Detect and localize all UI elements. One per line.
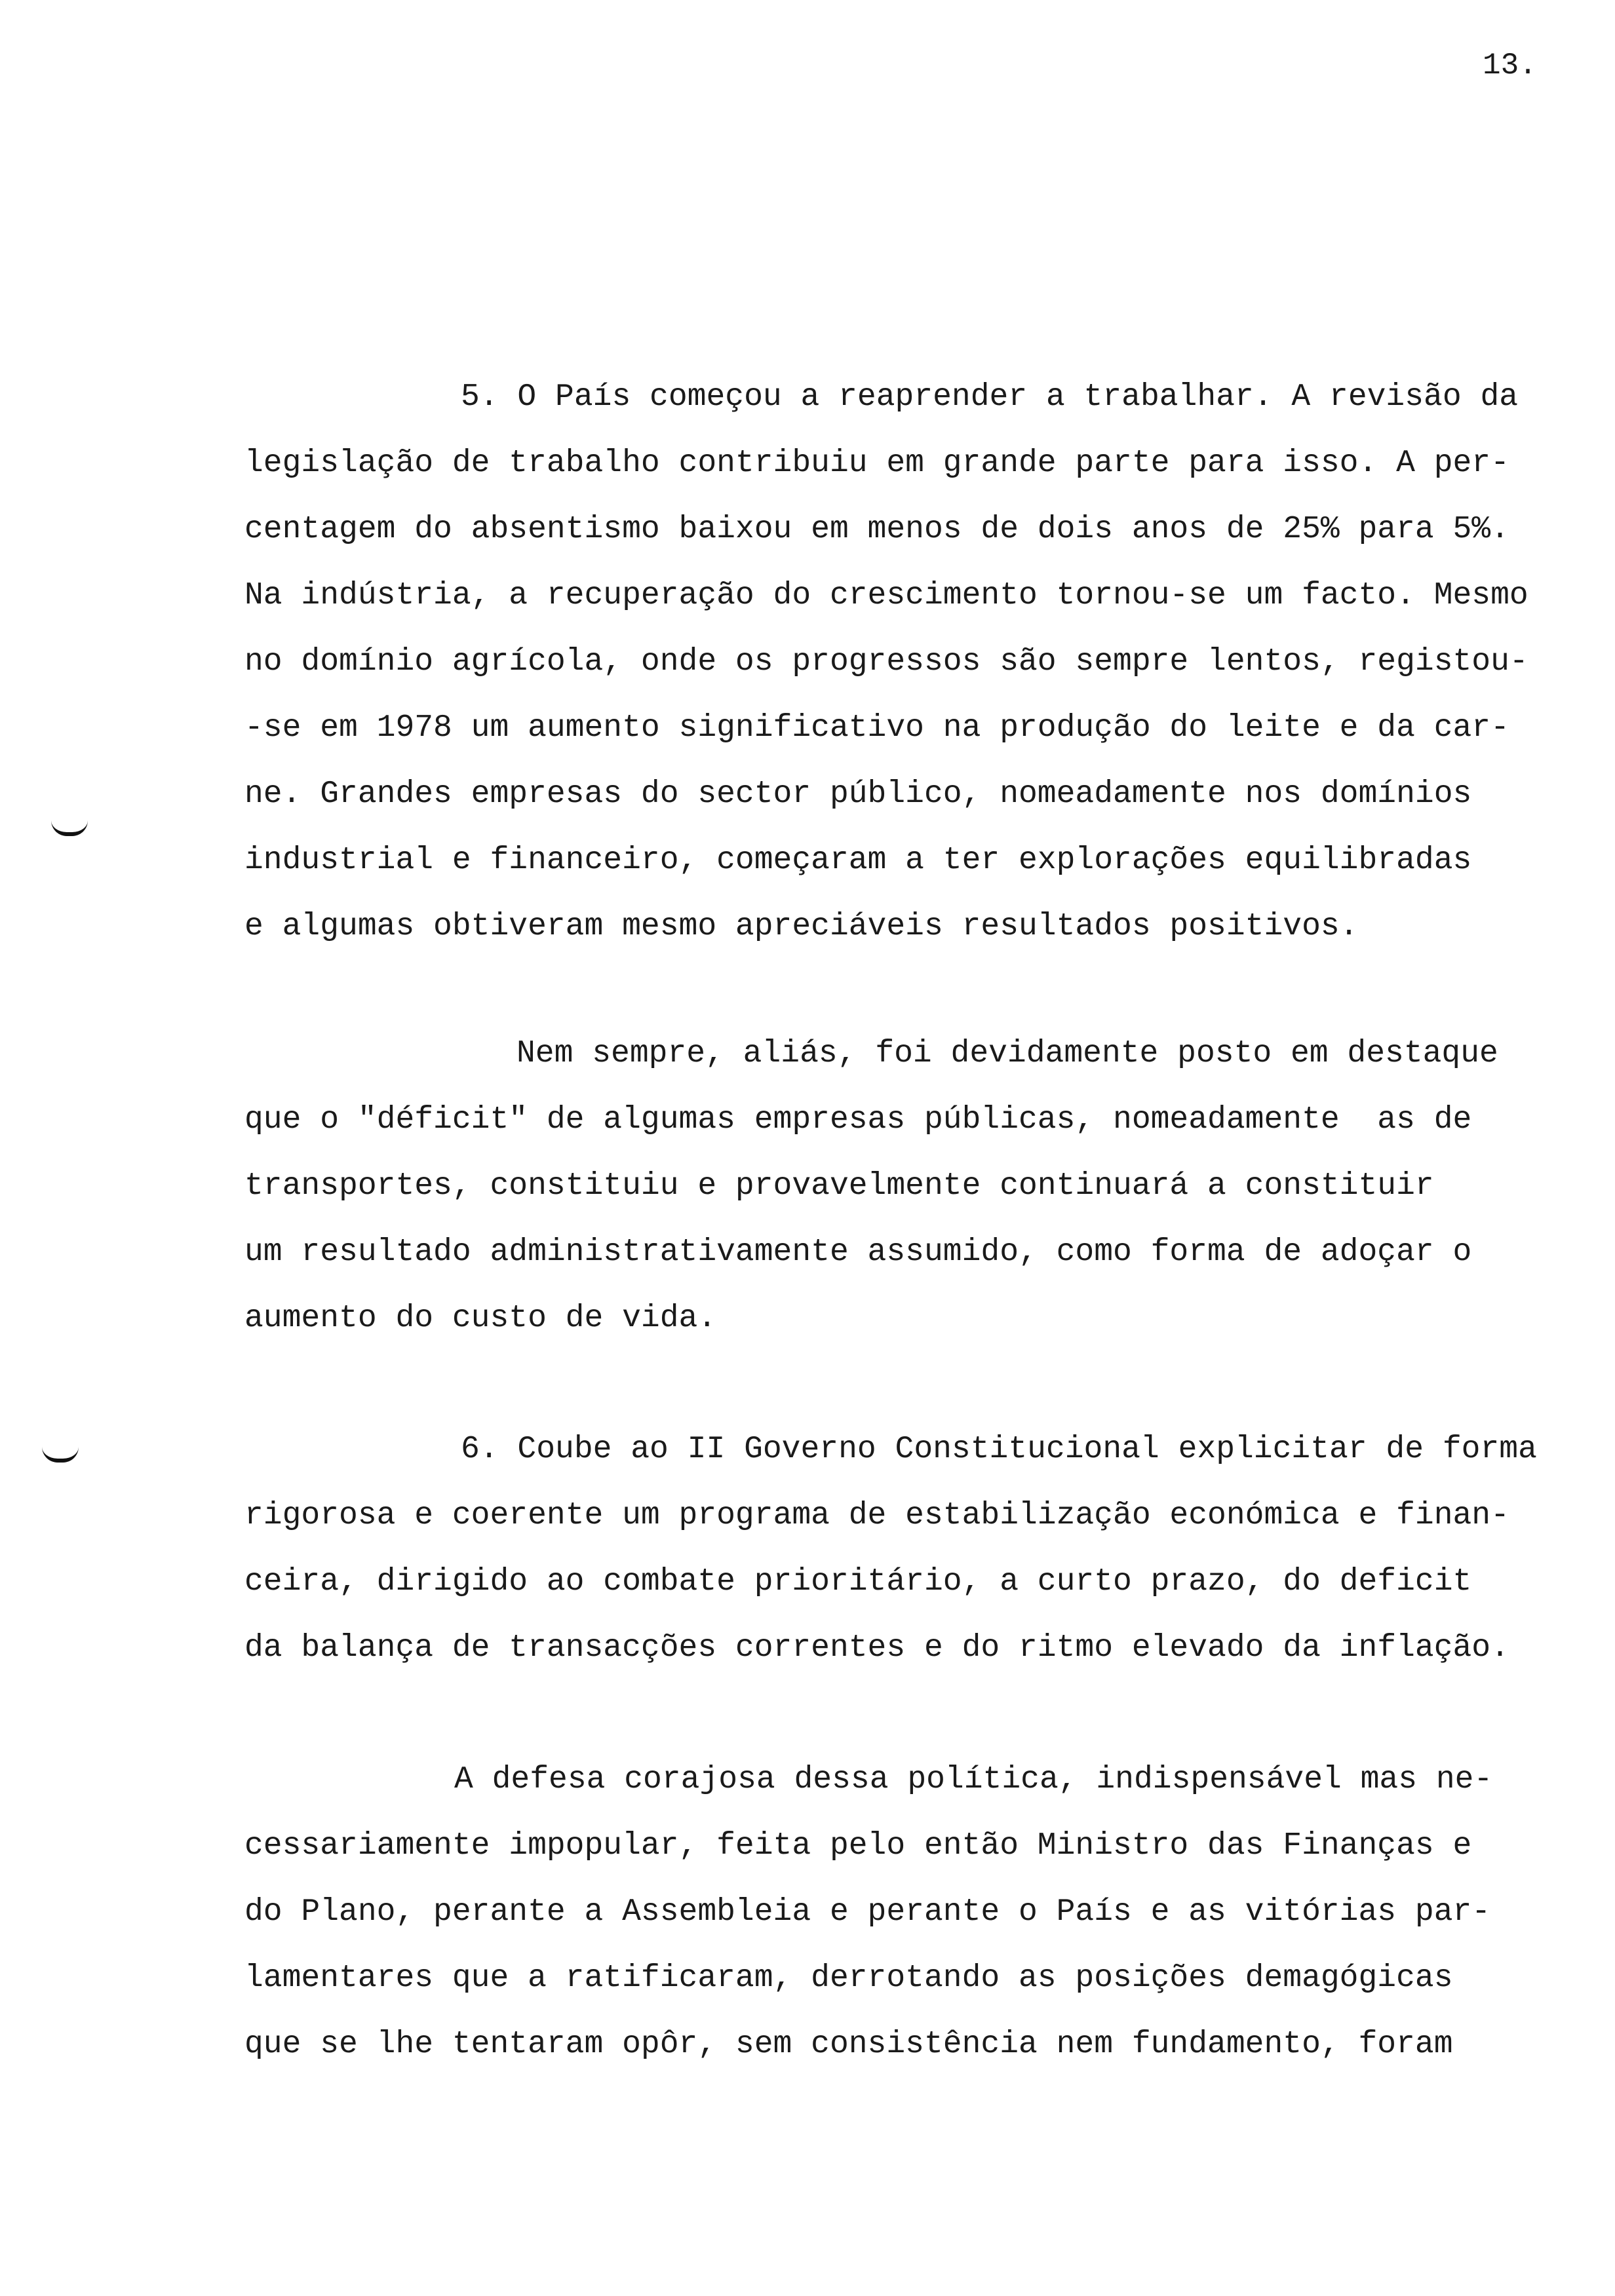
- text-line: aumento do custo de vida.: [244, 1301, 717, 1336]
- text-line: lamentares que a ratificaram, derrotando as posições demagógicas: [244, 1961, 1453, 1996]
- text-line: do Plano, perante a Assembleia e perante o País e as vitórias par-: [244, 1894, 1491, 1930]
- margin-mark-lower: [42, 1447, 79, 1463]
- text-line: 5. O País começou a reaprender a trabalhar. A revisão da: [461, 379, 1519, 415]
- text-line: Nem sempre, aliás, foi devidamente posto em destaque: [516, 1036, 1498, 1071]
- text-line: centagem do absentismo baixou em menos de dois anos de 25% para 5%.: [244, 512, 1509, 547]
- text-line: que o "déficit" de algumas empresas públicas, nomeadamente as de: [244, 1102, 1472, 1138]
- paragraph-point-6: [244, 1417, 1588, 1681]
- text-line: transportes, constituiu e provavelmente continuará a constituir: [244, 1168, 1434, 1204]
- page-number: 13.: [1483, 48, 1537, 83]
- text-line: ceira, dirigido ao combate prioritário, a curto prazo, do deficit: [244, 1564, 1472, 1599]
- text-line: rigorosa e coerente um programa de estabilização económica e finan-: [244, 1498, 1509, 1533]
- text-line: cessariamente impopular, feita pelo então Ministro das Finanças e: [244, 1828, 1472, 1864]
- paragraph-deficit: [244, 1021, 1588, 1352]
- text-line: 6. Coube ao II Governo Constitucional explicitar de forma: [461, 1432, 1537, 1467]
- paragraph-point-5: [244, 364, 1588, 960]
- text-line: legislação de trabalho contribuiu em grande parte para isso. A per-: [244, 446, 1509, 481]
- text-line: Na indústria, a recuperação do crescimento tornou-se um facto. Mesmo: [244, 578, 1528, 613]
- paragraph-defesa: [244, 1747, 1588, 2078]
- text-line: e algumas obtiveram mesmo apreciáveis resultados positivos.: [244, 909, 1359, 944]
- text-line: que se lhe tentaram opôr, sem consistência nem fundamento, foram: [244, 2027, 1453, 2062]
- text-line: no domínio agrícola, onde os progressos são sempre lentos, registou-: [244, 644, 1528, 679]
- text-line: da balança de transacções correntes e do ritmo elevado da inflação.: [244, 1630, 1509, 1666]
- text-line: ne. Grandes empresas do sector público, nomeadamente nos domínios: [244, 776, 1472, 812]
- margin-mark-upper: [51, 820, 88, 836]
- text-line: um resultado administrativamente assumido, como forma de adoçar o: [244, 1234, 1472, 1270]
- text-line: industrial e financeiro, começaram a ter explorações equilibradas: [244, 843, 1472, 878]
- text-line: A defesa corajosa dessa política, indispensável mas ne-: [454, 1762, 1493, 1797]
- text-line: -se em 1978 um aumento significativo na produção do leite e da car-: [244, 710, 1509, 746]
